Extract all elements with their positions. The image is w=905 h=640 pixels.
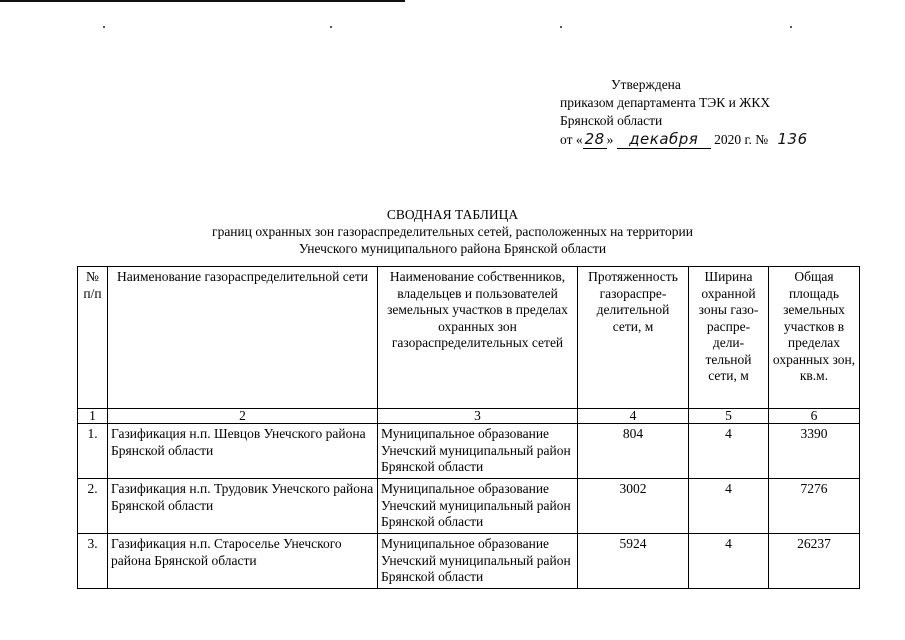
row-total-area: 26237 [769,534,860,589]
column-number: 3 [378,409,578,424]
row-total-area: 7276 [769,479,860,534]
column-number: 5 [689,409,769,424]
column-number: 2 [108,409,378,424]
approval-order: приказом департамента ТЭК и ЖКХ [560,95,771,110]
order-number-handwritten: 136 [777,130,808,148]
date-mid: » [606,132,614,147]
row-length: 3002 [578,479,689,534]
document-subtitle-2: Унечского муниципального района Брянской области [298,241,607,256]
approval-title: Утверждена [611,77,681,92]
column-number: 4 [578,409,689,424]
date-prefix: от « [560,132,583,147]
row-length: 5924 [578,534,689,589]
table-row [78,534,860,589]
row-length: 804 [578,424,689,479]
row-network-name: Газификация н.п. Староселье Унечского района Брянской области [108,534,378,589]
scan-edge-line [0,0,405,2]
column-number: 1 [78,409,108,424]
header-number: № п/п [78,267,108,409]
document-subtitle-1: границ охранных зон газораспределительных сетей, расположенных на территории [212,224,693,239]
table-row [78,479,860,534]
header-owners: Наименование собственников, владельцев и пользователей земельных участков в пределах охранных зон газораспределительных сетей [378,267,578,409]
table-header-row [78,267,860,409]
row-number: 2. [78,479,108,534]
number-sign: № [755,132,769,147]
date-month-handwritten: декабря [617,130,711,149]
date-year: 2020 г. [714,132,752,147]
row-zone-width: 4 [689,479,769,534]
row-number: 1. [78,424,108,479]
row-owner: Муниципальное образование Унечский муниципальный район Брянской области [378,424,578,479]
row-network-name: Газификация н.п. Трудовик Унечского района Брянской области [108,479,378,534]
row-network-name: Газификация н.п. Шевцов Унечского района Брянской области [108,424,378,479]
column-number-row [78,409,860,424]
row-owner: Муниципальное образование Унечский муниципальный район Брянской области [378,479,578,534]
approval-block [560,76,860,149]
header-network-name: Наименование газораспределительной сети [108,267,378,409]
column-number: 6 [769,409,860,424]
summary-table [77,266,860,589]
header-length: Протяженность газораспре-делительной сети, м [578,267,689,409]
document-title: СВОДНАЯ ТАБЛИЦА [386,207,519,222]
row-zone-width: 4 [689,424,769,479]
approval-region: Брянской области [560,113,663,128]
header-zone-width: Ширина охранной зоны газо-распре-дели-тельной сети, м [689,267,769,409]
row-total-area: 3390 [769,424,860,479]
approval-date-line [560,130,860,149]
table-row [78,424,860,479]
date-day-handwritten: 28 [584,130,605,148]
row-number: 3. [78,534,108,589]
row-zone-width: 4 [689,534,769,589]
header-total-area: Общая площадь земельных участков в пределах охранных зон, кв.м. [769,267,860,409]
row-owner: Муниципальное образование Унечский муниципальный район Брянской области [378,534,578,589]
